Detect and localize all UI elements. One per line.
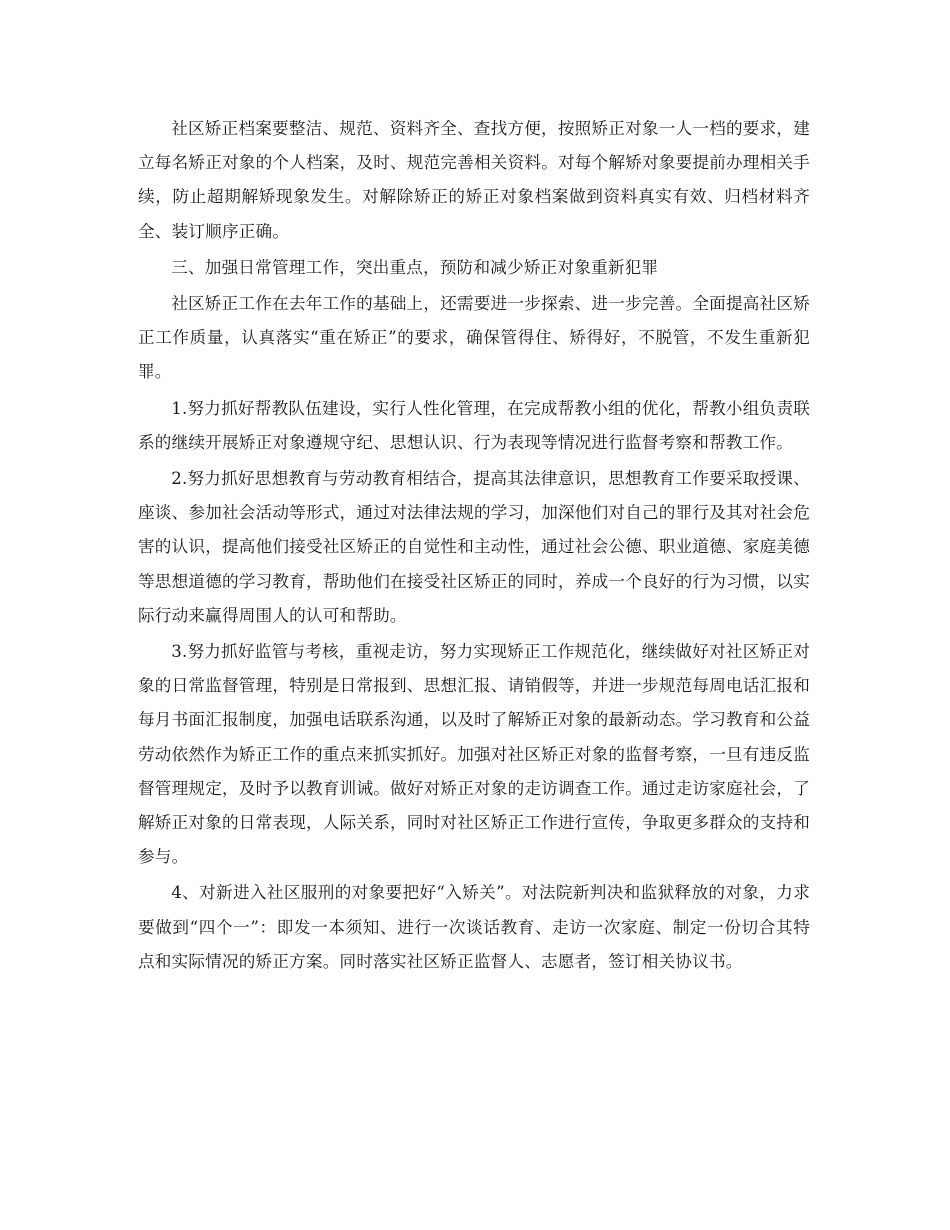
paragraph-archives: 社区矫正档案要整洁、规范、资料齐全、查找方便，按照矫正对象一人一档的要求，建立每名矫正对象的个人档案，及时、规范完善相关资料。对每个解矫对象要提前办理相关手续，防止超期解矫现象发生。对解除矫正的矫正对象档案做到资料真实有效、归档材料齐全、装订顺序正确。: [138, 119, 810, 241]
paragraph-intro: 社区矫正工作在去年工作的基础上，还需要进一步探索、进一步完善。全面提高社区矫正工作质量，认真落实“重在矫正”的要求，确保管得住、矫得好，不脱管，不发生重新犯罪。: [138, 294, 810, 382]
paragraph-item-4: 4、对新进入社区服刑的对象要把好“入矫关”。对法院新判决和监狱释放的对象，力求要做到“四个一”：即发一本须知、进行一次谈话教育、走访一次家庭、制定一份切合其特点和实际情况的矫正方案。同时落实社区矫正监督人、志愿者，签订相关协议书。: [138, 883, 810, 971]
section-heading-3: 三、加强日常管理工作，突出重点，预防和减少矫正对象重新犯罪: [171, 257, 659, 277]
paragraph-item-3: 3.努力抓好监管与考核，重视走访，努力实现矫正工作规范化，继续做好对社区矫正对象的日常监督管理，特别是日常报到、思想汇报、请销假等，并进一步规范每周电话汇报和每月书面汇报制度，加强电话联系沟通，以及时了解矫正对象的最新动态。学习教育和公益劳动依然作为矫正工作的重点来抓实抓好。加强对社区矫正对象的监督考察，一旦有违反监督管理规定，及时予以教育训诫。做好对矫正对象的走访调查工作。通过走访家庭社会，了解矫正对象的日常表现，人际关系，同时对社区矫正工作进行宣传，争取更多群众的支持和参与。: [138, 642, 810, 867]
paragraph-item-2: 2.努力抓好思想教育与劳动教育相结合，提高其法律意识，思想教育工作要采取授课、座谈、参加社会活动等形式，通过对法律法规的学习，加深他们对自己的罪行及其对社会危害的认识，提高他们接受社区矫正的自觉性和主动性，通过社会公德、职业道德、家庭美德等思想道德的学习教育，帮助他们在接受社区矫正的同时，养成一个良好的行为习惯，以实际行动来赢得周围人的认可和帮助。: [138, 469, 810, 625]
paragraph-item-1: 1.努力抓好帮教队伍建设，实行人性化管理，在完成帮教小组的优化，帮教小组负责联系的继续开展矫正对象遵规守纪、思想认识、行为表现等情况进行监督考察和帮教工作。: [138, 398, 810, 452]
document-body: [138, 112, 810, 981]
